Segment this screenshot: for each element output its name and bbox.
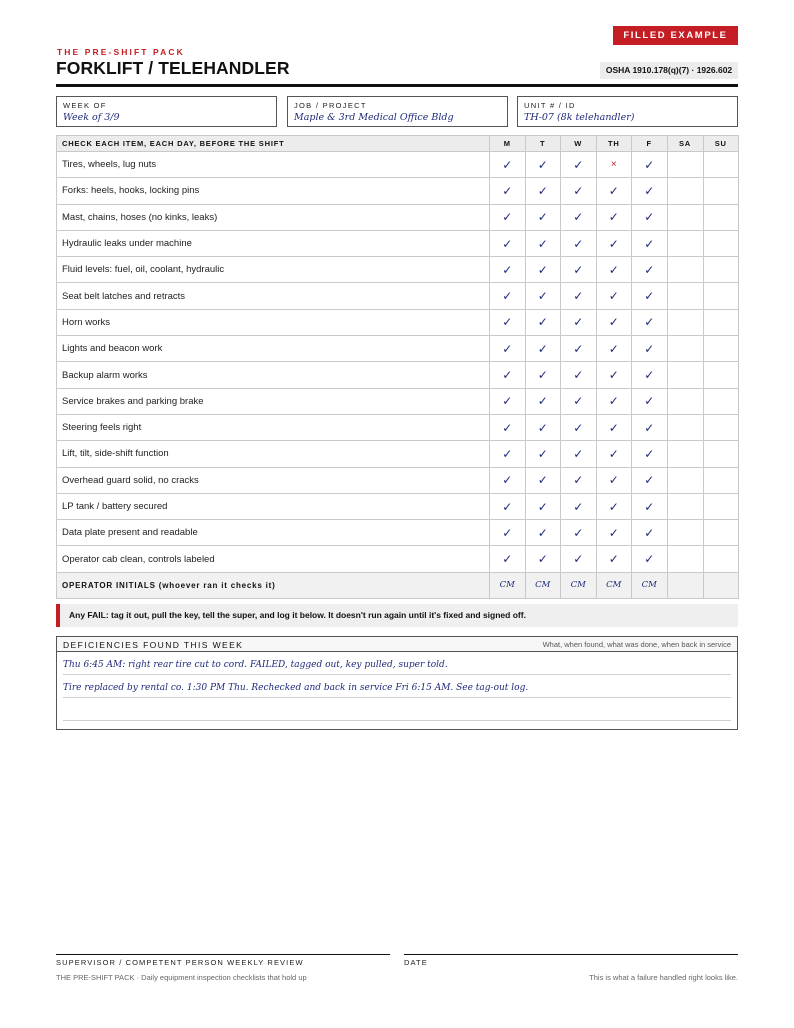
check-item-label: Service brakes and parking brake	[57, 388, 490, 414]
checklist-row	[57, 467, 739, 493]
check-cell-f[interactable]: ✓	[632, 467, 668, 493]
deficiency-text: Thu 6:45 AM: right rear tire cut to cord. FAILED, tagged out, key pulled, super told.	[63, 660, 448, 670]
check-item-label: Forks: heels, hooks, locking pins	[57, 178, 490, 204]
footer-left: THE PRE-SHIFT PACK · Daily equipment inspection checklists that hold up	[56, 973, 307, 982]
check-cell-t[interactable]: ✓	[525, 546, 561, 572]
checklist-row	[57, 336, 739, 362]
check-cell-th[interactable]: ✓	[596, 441, 632, 467]
deficiency-text: Tire replaced by rental co. 1:30 PM Thu. Rechecked and back in service Fri 6:15 AM. See tag-out log.	[63, 683, 529, 693]
checklist-row	[57, 257, 739, 283]
check-cell-sa[interactable]	[667, 388, 703, 414]
check-cell-t[interactable]: ✓	[525, 493, 561, 519]
check-cell-t[interactable]: ✓	[525, 388, 561, 414]
check-cell-su[interactable]	[703, 230, 739, 256]
operator-initials-row	[57, 572, 739, 598]
date-label: DATE	[404, 958, 428, 967]
check-cell-t[interactable]: ✓	[525, 520, 561, 546]
check-cell-sa[interactable]	[667, 546, 703, 572]
check-item-label: Overhead guard solid, no cracks	[57, 467, 490, 493]
initials-cell-w[interactable]: CM	[561, 572, 597, 598]
check-cell-m[interactable]: ✓	[490, 414, 526, 440]
check-cell-m[interactable]: ✓	[490, 362, 526, 388]
check-cell-w[interactable]: ✓	[561, 388, 597, 414]
check-cell-t[interactable]: ✓	[525, 362, 561, 388]
check-cell-m[interactable]: ✓	[490, 152, 526, 178]
check-cell-m[interactable]: ✓	[490, 204, 526, 230]
check-cell-w[interactable]: ✓	[561, 493, 597, 519]
unit-id-value: TH-07 (8k telehandler)	[524, 112, 635, 123]
initials-cell-m[interactable]: CM	[490, 572, 526, 598]
check-cell-m[interactable]: ✓	[490, 283, 526, 309]
check-cell-su[interactable]	[703, 493, 739, 519]
checklist-row	[57, 493, 739, 519]
check-cell-th[interactable]: ✓	[596, 257, 632, 283]
check-cell-f[interactable]: ✓	[632, 152, 668, 178]
check-item-label: Hydraulic leaks under machine	[57, 230, 490, 256]
check-cell-w[interactable]: ✓	[561, 257, 597, 283]
job-project-field[interactable]	[287, 96, 508, 127]
checklist-row	[57, 520, 739, 546]
check-cell-th[interactable]: ✓	[596, 362, 632, 388]
checklist-row	[57, 178, 739, 204]
supervisor-signature-line[interactable]	[56, 954, 390, 955]
check-cell-th[interactable]: ✓	[596, 283, 632, 309]
deficiency-line[interactable]	[63, 698, 731, 721]
check-cell-su[interactable]	[703, 362, 739, 388]
check-cell-w[interactable]: ✓	[561, 204, 597, 230]
check-cell-sa[interactable]	[667, 178, 703, 204]
check-cell-su[interactable]	[703, 178, 739, 204]
job-project-label: JOB / PROJECT	[294, 101, 367, 110]
check-cell-w[interactable]: ✓	[561, 230, 597, 256]
check-cell-su[interactable]	[703, 520, 739, 546]
check-cell-f[interactable]: ✓	[632, 520, 668, 546]
check-item-label: Steering feels right	[57, 414, 490, 440]
check-cell-sa[interactable]	[667, 152, 703, 178]
check-cell-sa[interactable]	[667, 414, 703, 440]
check-cell-m[interactable]: ✓	[490, 178, 526, 204]
title-rule	[56, 84, 738, 87]
check-item-label: Operator cab clean, controls labeled	[57, 546, 490, 572]
check-cell-t[interactable]: ✓	[525, 283, 561, 309]
check-item-label: Backup alarm works	[57, 362, 490, 388]
check-cell-f[interactable]: ✓	[632, 230, 668, 256]
unit-id-field[interactable]	[517, 96, 738, 127]
initials-cell-f[interactable]: CM	[632, 572, 668, 598]
check-cell-f[interactable]: ✓	[632, 309, 668, 335]
check-cell-w[interactable]: ✓	[561, 546, 597, 572]
check-item-label: Lift, tilt, side-shift function	[57, 441, 490, 467]
check-cell-th[interactable]: ✓	[596, 493, 632, 519]
check-cell-su[interactable]	[703, 414, 739, 440]
check-cell-su[interactable]	[703, 152, 739, 178]
check-cell-f[interactable]: ✓	[632, 204, 668, 230]
check-cell-f[interactable]: ✓	[632, 336, 668, 362]
fail-notice: Any FAIL: tag it out, pull the key, tell the super, and log it below. It doesn't run again until it's fixed and signed off.	[56, 604, 738, 627]
check-cell-su[interactable]	[703, 283, 739, 309]
check-cell-f[interactable]: ✓	[632, 441, 668, 467]
checklist-row	[57, 388, 739, 414]
check-cell-sa[interactable]	[667, 204, 703, 230]
check-cell-t[interactable]: ✓	[525, 257, 561, 283]
check-cell-sa[interactable]	[667, 336, 703, 362]
page-title: FORKLIFT / TELEHANDLER	[56, 58, 290, 78]
day-header-su: SU	[703, 136, 739, 152]
day-header-sa: SA	[667, 136, 703, 152]
check-cell-m[interactable]: ✓	[490, 309, 526, 335]
day-header-f: F	[632, 136, 668, 152]
checklist-row	[57, 441, 739, 467]
checklist-header-row	[57, 136, 739, 152]
checklist-row	[57, 283, 739, 309]
check-cell-w[interactable]: ✓	[561, 309, 597, 335]
check-cell-sa[interactable]	[667, 257, 703, 283]
check-cell-f[interactable]: ✓	[632, 362, 668, 388]
check-cell-th[interactable]: ✓	[596, 388, 632, 414]
day-header-w: W	[561, 136, 597, 152]
check-item-label: Fluid levels: fuel, oil, coolant, hydraulic	[57, 257, 490, 283]
check-cell-m[interactable]: ✓	[490, 441, 526, 467]
check-cell-w[interactable]: ✓	[561, 467, 597, 493]
check-cell-w[interactable]: ✓	[561, 336, 597, 362]
deficiencies-box	[56, 636, 738, 730]
check-cell-m[interactable]: ✓	[490, 230, 526, 256]
week-of-field[interactable]	[56, 96, 277, 127]
check-cell-m[interactable]: ✓	[490, 467, 526, 493]
check-cell-t[interactable]: ✓	[525, 467, 561, 493]
check-item-label: Mast, chains, hoses (no kinks, leaks)	[57, 204, 490, 230]
check-cell-t[interactable]: ✓	[525, 336, 561, 362]
initials-cell-t[interactable]: CM	[525, 572, 561, 598]
initials-cell-th[interactable]: CM	[596, 572, 632, 598]
check-cell-sa[interactable]	[667, 467, 703, 493]
check-cell-w[interactable]: ✓	[561, 520, 597, 546]
checklist-row	[57, 309, 739, 335]
check-cell-th[interactable]: ✓	[596, 467, 632, 493]
check-cell-su[interactable]	[703, 336, 739, 362]
date-signature-line[interactable]	[404, 954, 738, 955]
unit-id-label: UNIT # / ID	[524, 101, 576, 110]
check-cell-t[interactable]: ✓	[525, 178, 561, 204]
check-cell-th[interactable]: ✓	[596, 336, 632, 362]
check-cell-th[interactable]: ✓	[596, 546, 632, 572]
deficiencies-hint: What, when found, what was done, when back in service	[542, 640, 731, 649]
check-cell-th[interactable]: ✓	[596, 414, 632, 440]
checklist-header: CHECK EACH ITEM, EACH DAY, BEFORE THE SHIFT	[57, 136, 490, 152]
check-cell-sa[interactable]	[667, 520, 703, 546]
check-cell-m[interactable]: ✓	[490, 388, 526, 414]
check-cell-sa[interactable]	[667, 493, 703, 519]
check-cell-w[interactable]: ✓	[561, 414, 597, 440]
check-cell-f[interactable]: ✓	[632, 493, 668, 519]
check-cell-sa[interactable]	[667, 230, 703, 256]
check-cell-t[interactable]: ✓	[525, 230, 561, 256]
deficiency-line[interactable]	[63, 675, 731, 698]
check-cell-sa[interactable]	[667, 309, 703, 335]
check-cell-sa[interactable]	[667, 362, 703, 388]
inspection-checklist	[56, 135, 739, 599]
check-cell-su[interactable]	[703, 388, 739, 414]
operator-initials-label: OPERATOR INITIALS (whoever ran it checks it)	[57, 572, 490, 598]
checklist-row	[57, 204, 739, 230]
check-cell-su[interactable]	[703, 441, 739, 467]
check-cell-th[interactable]: ✓	[596, 230, 632, 256]
check-cell-th[interactable]: ✓	[596, 178, 632, 204]
check-cell-m[interactable]: ✓	[490, 493, 526, 519]
checklist-row	[57, 414, 739, 440]
check-cell-m[interactable]: ✓	[490, 546, 526, 572]
job-project-value: Maple & 3rd Medical Office Bldg	[294, 112, 454, 123]
day-header-t: T	[525, 136, 561, 152]
regulation-badge: OSHA 1910.178(q)(7) · 1926.602	[600, 62, 738, 79]
check-cell-th[interactable]: ✓	[596, 309, 632, 335]
check-item-label: Horn works	[57, 309, 490, 335]
check-cell-t[interactable]: ✓	[525, 309, 561, 335]
week-of-label: WEEK OF	[63, 101, 107, 110]
check-item-label: Data plate present and readable	[57, 520, 490, 546]
checklist-row	[57, 152, 739, 178]
week-of-value: Week of 3/9	[63, 112, 120, 123]
check-cell-f[interactable]: ✓	[632, 178, 668, 204]
check-cell-t[interactable]: ✓	[525, 414, 561, 440]
check-cell-th[interactable]: ×	[596, 152, 632, 178]
check-cell-m[interactable]: ✓	[490, 520, 526, 546]
check-item-label: Lights and beacon work	[57, 336, 490, 362]
check-cell-t[interactable]: ✓	[525, 204, 561, 230]
supervisor-review-label: SUPERVISOR / COMPETENT PERSON WEEKLY REVIEW	[56, 958, 304, 967]
initials-cell-su[interactable]	[703, 572, 739, 598]
check-cell-t[interactable]: ✓	[525, 441, 561, 467]
check-cell-su[interactable]	[703, 204, 739, 230]
checklist-row	[57, 546, 739, 572]
check-item-label: Seat belt latches and retracts	[57, 283, 490, 309]
day-header-m: M	[490, 136, 526, 152]
check-cell-su[interactable]	[703, 467, 739, 493]
deficiencies-header	[57, 637, 737, 652]
day-header-th: TH	[596, 136, 632, 152]
check-cell-f[interactable]: ✓	[632, 414, 668, 440]
check-cell-t[interactable]: ✓	[525, 152, 561, 178]
check-item-label: LP tank / battery secured	[57, 493, 490, 519]
check-cell-m[interactable]: ✓	[490, 257, 526, 283]
check-cell-w[interactable]: ✓	[561, 283, 597, 309]
check-cell-f[interactable]: ✓	[632, 283, 668, 309]
check-cell-th[interactable]: ✓	[596, 520, 632, 546]
check-cell-w[interactable]: ✓	[561, 178, 597, 204]
check-cell-w[interactable]: ✓	[561, 152, 597, 178]
pack-eyebrow: THE PRE-SHIFT PACK	[57, 47, 185, 57]
filled-example-badge: FILLED EXAMPLE	[613, 26, 738, 45]
check-cell-su[interactable]	[703, 257, 739, 283]
deficiencies-title: DEFICIENCIES FOUND THIS WEEK	[63, 640, 244, 650]
check-cell-sa[interactable]	[667, 441, 703, 467]
initials-cell-sa[interactable]	[667, 572, 703, 598]
check-cell-m[interactable]: ✓	[490, 336, 526, 362]
footer-right: This is what a failure handled right looks like.	[589, 973, 738, 982]
check-cell-f[interactable]: ✓	[632, 546, 668, 572]
check-cell-f[interactable]: ✓	[632, 388, 668, 414]
check-cell-f[interactable]: ✓	[632, 257, 668, 283]
checklist-row	[57, 230, 739, 256]
check-cell-su[interactable]	[703, 309, 739, 335]
checklist-row	[57, 362, 739, 388]
check-cell-w[interactable]: ✓	[561, 441, 597, 467]
check-cell-su[interactable]	[703, 546, 739, 572]
check-cell-th[interactable]: ✓	[596, 204, 632, 230]
check-cell-sa[interactable]	[667, 283, 703, 309]
check-item-label: Tires, wheels, lug nuts	[57, 152, 490, 178]
check-cell-w[interactable]: ✓	[561, 362, 597, 388]
deficiency-line[interactable]	[63, 652, 731, 675]
